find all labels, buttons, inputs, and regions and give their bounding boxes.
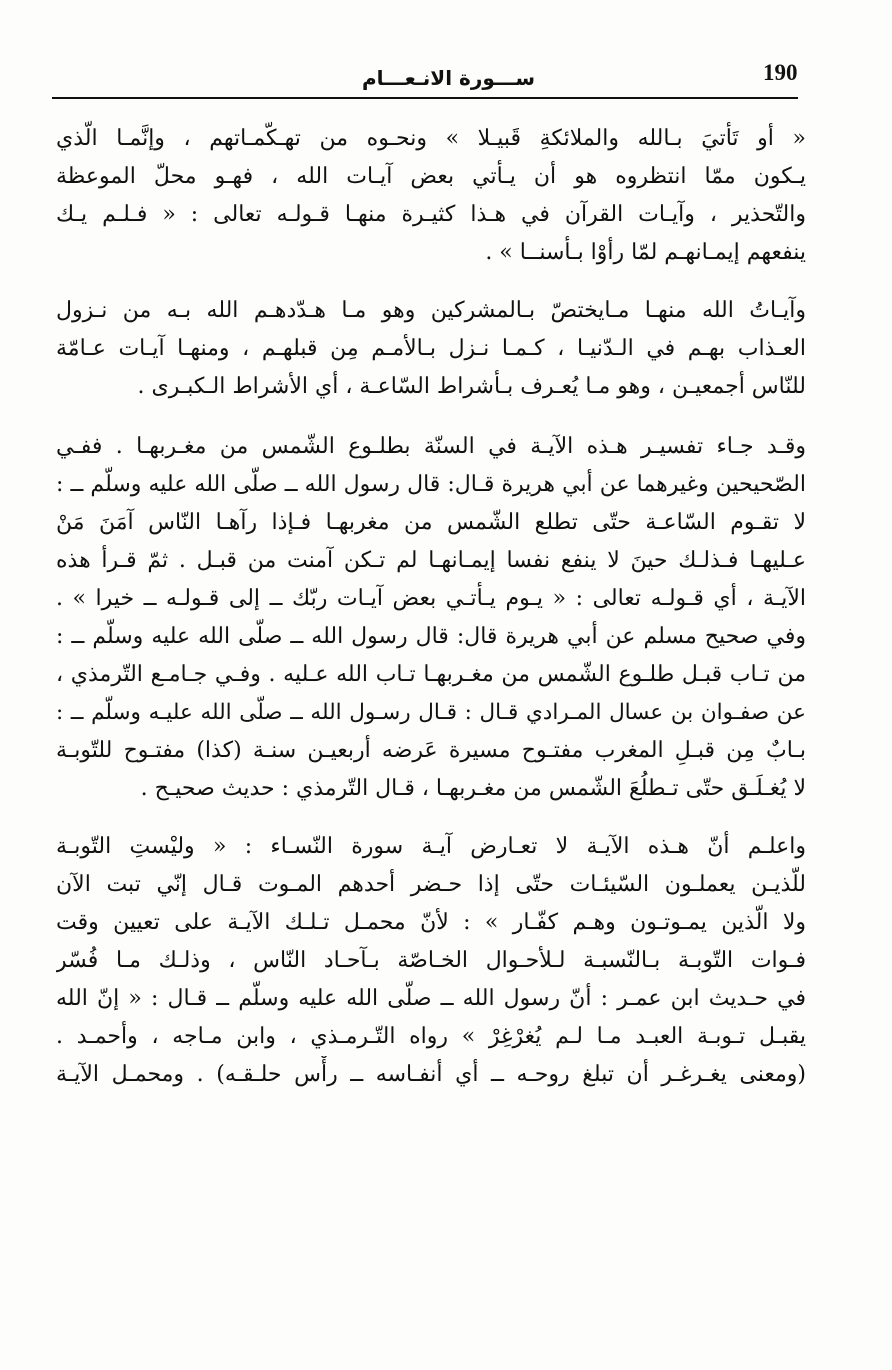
text-line: وآيـاتُ الله منهـا مـايختصّ بـالمشركين وهو مـا هـدّدهـم الله بـه من نـزول (56, 298, 806, 323)
text-line: (ومعنى يغـرغـر أن تبلغ روحـه ــ أي أنفـاسه ــ رأْس حلـقـه) . ومحمـل الآيـة (56, 1062, 806, 1087)
text-line: يقبـل تـوبـة العبـد مـا لـم يُغرْغِرْ » رواه التّـرمـذي ، وابن مـاجه ، وأحمـد . (56, 1024, 806, 1049)
text-line: واعلـم أنّ هـذه الآيـة لا تعـارض آيـة سورة النّسـاء : « وليْستِ التّوبـة (56, 834, 806, 859)
body-text (56, 120, 806, 1094)
text-line: في حـديث ابن عمـر : أنّ رسول الله ــ صلّى الله عليه وسلّم ــ قـال : « إنّ الله (56, 986, 806, 1011)
page-number: 190 (763, 60, 798, 85)
text-line: ينفعهم إيمـانهـم لمّا رأوْا بـأسنــا » . (485, 240, 806, 265)
text-line: للّذيـن يعملـون السّيئـات حتّى إذا حـضر أحدهم المـوت قـال إنّي تبت الآن (56, 872, 806, 897)
paragraph-4 (56, 828, 806, 1094)
paragraph-gap (56, 272, 806, 292)
text-line: وقـد جـاء تفسيـر هـذه الآيـة في السنّة بطلـوع الشّمس من مغـربهـا . ففـي (56, 434, 806, 459)
running-head-surah-title: ســـورة الانـعـــام (362, 66, 536, 90)
text-line: عن صفـوان بن عسال المـرادي قـال : قـال رسـول الله ــ صلّى الله عليـه وسلّم ــ : (56, 700, 806, 725)
paragraph-gap (56, 406, 806, 428)
text-line: فـوات التّوبـة بـالنّسبـة لـلأحـوال الخـاصّة بـآحـاد النّاس ، وذلـك مـا فُسّر (56, 948, 806, 973)
text-line: للنّاس أجمعيـن ، وهو مـا يُعـرف بـأشراط السّاعـة ، أي الأشراط الـكبـرى . (137, 374, 806, 399)
text-line: بـابٌ مِن قبـلِ المغرب مفتـوح مسيرة عَرضه أربعيـن سنـة (كذا) مفتـوح للتّوبـة (56, 738, 806, 763)
text-line: « أو تَأتيَ بـالله والملائكةِ قَبيـلا » ونحـوه من تهـكّمـاتهم ، وإنَّمـا الّذي (56, 126, 806, 151)
text-line: العـذاب بهـم في الـدّنيـا ، كـمـا نـزل بـالأمـم مِن قبلهـم ، ومنهـا آيـات عـامّة (56, 336, 806, 361)
text-line: الآيـة ، أي قـولـه تعالى : « يـوم يـأتـي بعض آيـات ربّك ــ إلى قـولـه ــ خيرا » . (56, 586, 806, 611)
paragraph-gap (56, 808, 806, 828)
paragraph-3 (56, 428, 806, 808)
header-rule (52, 97, 798, 99)
text-line: والتّحذير ، وآيـات القرآن في هـذا كثيـرة منهـا قـولـه تعالى : « فـلـم يـك (56, 202, 806, 227)
text-line: ولا الّذين يمـوتـون وهـم كفّـار » : لأنّ محمـل تـلـك الآيـة على تعيين وقت (56, 910, 806, 935)
text-line: الصّحيحين وغيرهما عن أبي هريرة قـال: قال رسول الله ــ صلّى الله عليه وسلّم ــ : (56, 472, 806, 497)
text-line: لا يُغـلَـق حتّى تـطلُعَ الشّمس من مغـربهـا ، قـال التّرمذي : حديث صحيـح . (140, 776, 806, 801)
text-line: يـكون ممّا انتظروه هو أن يـأتي بعض آيـات الله ، فهـو محلّ الموعظة (56, 164, 806, 189)
paragraph-2 (56, 292, 806, 406)
text-line: وفي صحيح مسلم عن أبي هريرة قال: قال رسول الله ــ صلّى الله عليه وسلّم ــ : (56, 624, 806, 649)
text-line: عـليهـا فـذلـك حينَ لا ينفع نفسا إيمـانهـا لم تـكن آمنت من قبـل . ثمّ قـرأ هذه (56, 548, 806, 573)
paragraph-1 (56, 120, 806, 272)
text-line: من تـاب قبـل طلـوع الشّمس من مغـربهـا تـاب الله عـليه . وفـي جـامـع التّرمذي ، (56, 662, 806, 687)
text-line: لا تقـوم السّاعـة حتّى تطلع الشّمس من مغربهـا فـإذا رآهـا النّاس آمَنَ مَنْ (56, 510, 806, 535)
